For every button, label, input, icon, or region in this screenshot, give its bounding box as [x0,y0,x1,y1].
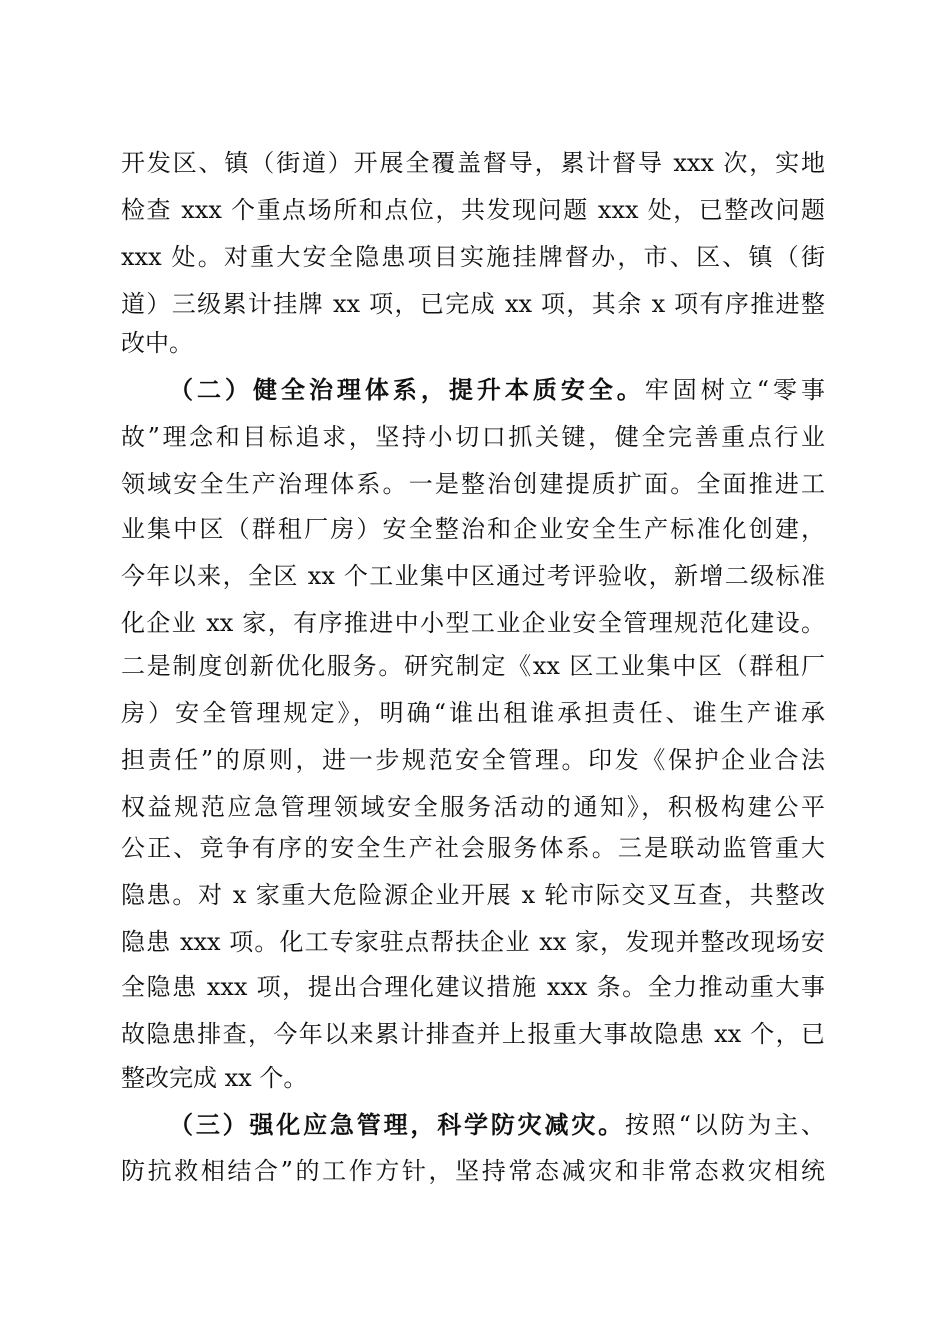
text-line: 公正、竞争有序的安全生产社会服务体系。三是联动监管重大 [121,834,825,862]
text-line: 隐患 xxx 项。化工专家驻点帮扶企业 xx 家，发现并整改现场安 [121,928,825,956]
text-line: 隐患。对 x 家重大危险源企业开展 x 轮市际交叉互查，共整改 [121,881,825,909]
text-line: 防抗救相结合”的工作方针，坚持常态减灾和非常态救灾相统 [121,1157,825,1185]
text-line: 担责任”的原则，进一步规范安全管理。印发《保护企业合法 [121,746,825,774]
text-line: xxx 处。对重大安全隐患项目实施挂牌督办，市、区、镇（街 [121,243,825,271]
paragraph-first-line [169,370,825,410]
text-line: 房）安全管理规定》，明确“谁出租谁承担责任、谁生产谁承 [121,699,825,727]
text-line: 故隐患排查，今年以来累计排查并上报重大事故隐患 xx 个，已 [121,1020,825,1048]
text-line: 全隐患 xxx 项，提出合理化建议措施 xxx 条。全力推动重大事 [121,973,825,1001]
text-line: 整改完成 xx 个。 [121,1064,308,1092]
section-heading: （二）健全治理体系，提升本质安全。 [169,376,645,404]
text-span: 牢固树立“零事 [644,376,825,404]
text-line: 权益规范应急管理领域安全服务活动的通知》，积极构建公平 [121,793,825,821]
text-line: 检查 xxx 个重点场所和点位，共发现问题 xxx 处，已整改问题 [121,196,825,224]
paragraph-first-line [169,1105,825,1145]
text-line: 今年以来，全区 xx 个工业集中区通过考评验收，新增二级标准 [121,562,825,590]
text-line: 开发区、镇（街道）开展全覆盖督导，累计督导 xxx 次，实地 [121,149,825,177]
text-line: 故”理念和目标追求，坚持小切口抓关键，健全完善重点行业 [121,423,825,451]
text-line: 道）三级累计挂牌 xx 项，已完成 xx 项，其余 x 项有序推进整 [121,290,825,318]
text-line: 改中。 [121,329,193,357]
section-heading: （三）强化应急管理，科学防灾减灾。 [169,1111,625,1139]
text-line: 化企业 xx 家，有序推进中小型工业企业安全管理规范化建设。 [121,609,825,637]
text-line: 二是制度创新优化服务。研究制定《xx 区工业集中区（群租厂 [121,652,825,680]
text-line: 业集中区（群租厂房）安全整治和企业安全生产标准化创建， [121,515,825,543]
text-line: 领域安全生产治理体系。一是整治创建提质扩面。全面推进工 [121,470,825,498]
text-span: 按照“以防为主、 [624,1111,825,1139]
